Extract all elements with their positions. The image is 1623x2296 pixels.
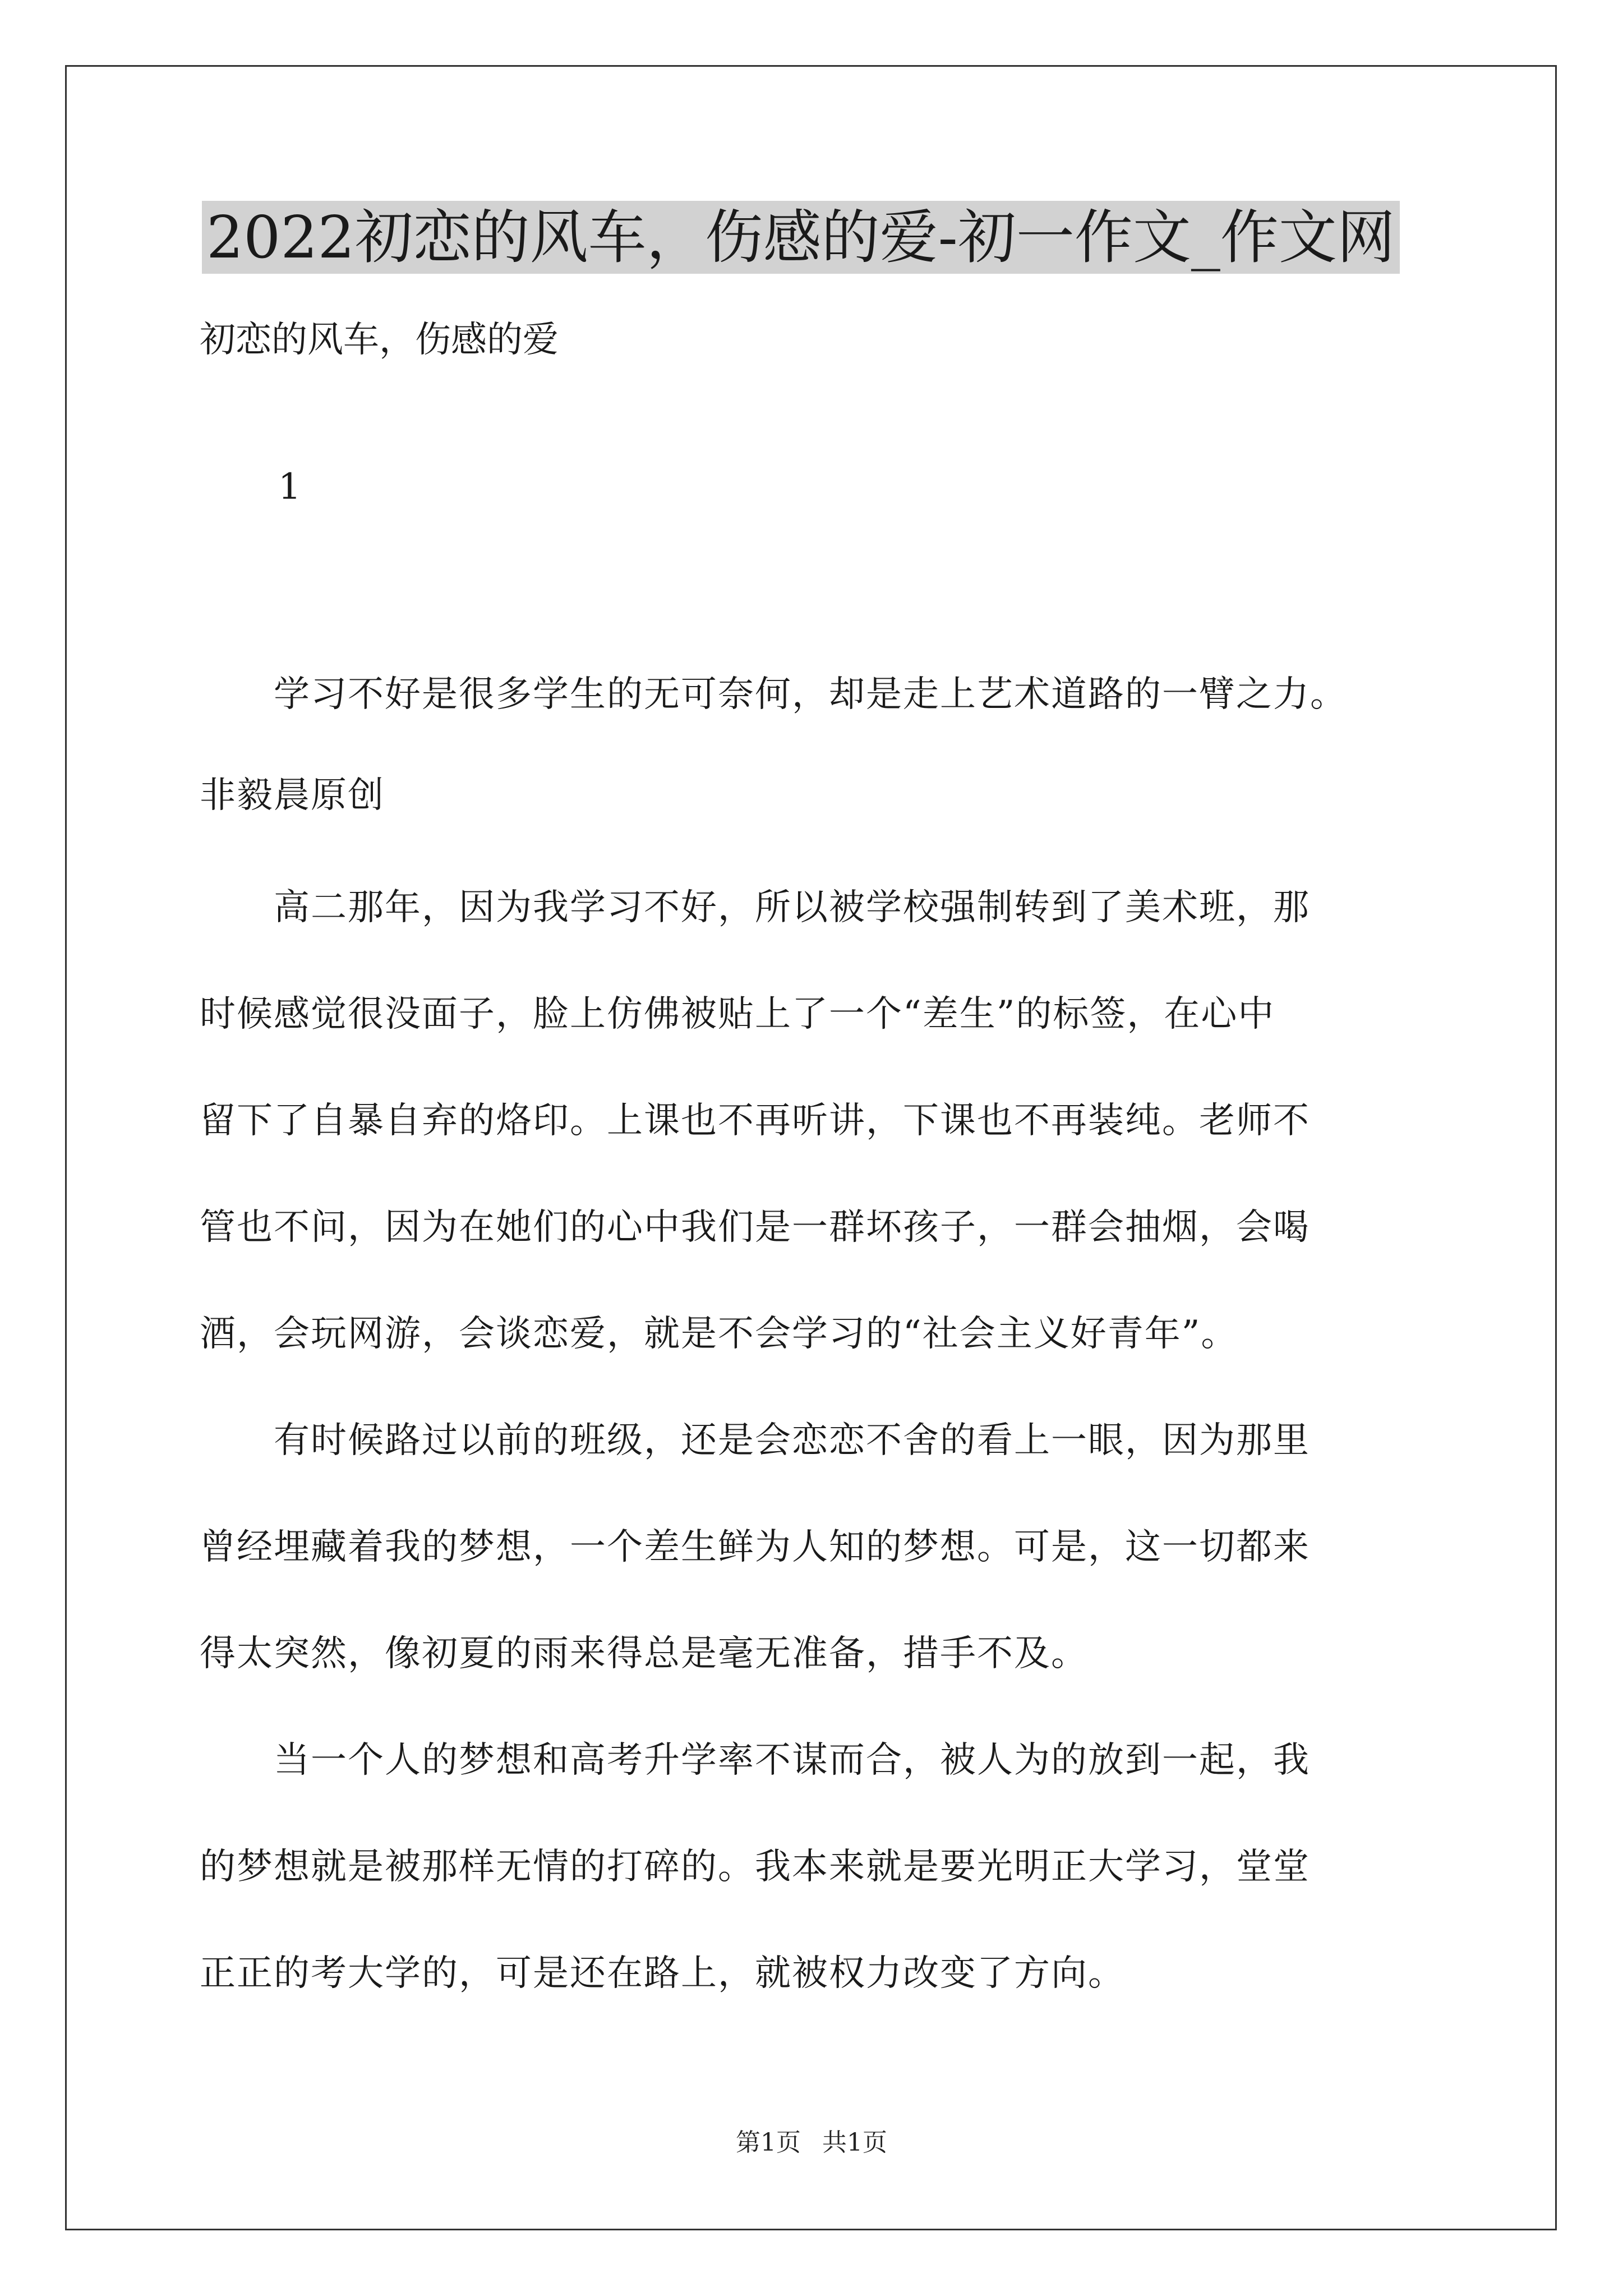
body-line: 留下了自暴自弃的烙印。上课也不再听讲，下课也不再装纯。老师不: [200, 1100, 1310, 1142]
body-line: 曾经埋藏着我的梦想，一个差生鲜为人知的梦想。可是，这一切都来: [200, 1526, 1310, 1568]
document-title: 2022初恋的风车，伤感的爱-初一作文_作文网: [202, 201, 1400, 274]
body-line: 正正的考大学的，可是还在路上，就被权力改变了方向。: [200, 1953, 1125, 1994]
page-footer: [0, 2126, 1623, 2160]
body-line: 的梦想就是被那样无情的打碎的。我本来就是要光明正大学习，堂堂: [200, 1846, 1310, 1888]
section-number: 1: [278, 466, 301, 508]
body-line: 非毅晨原创: [200, 775, 385, 816]
body-line: 当一个人的梦想和高考升学率不谋而合，被人为的放到一起，我: [200, 1740, 1310, 1781]
page-number: 第1页: [736, 2128, 801, 2157]
body-line: 高二那年，因为我学习不好，所以被学校强制转到了美术班，那: [200, 887, 1310, 928]
document-subtitle: 初恋的风车，伤感的爱: [200, 319, 559, 361]
body-line: 酒，会玩网游，会谈恋爱，就是不会学习的“社会主义好青年”。: [200, 1313, 1238, 1355]
body-line: 得太突然，像初夏的雨来得总是毫无准备，措手不及。: [200, 1633, 1088, 1674]
body-line: 时候感觉很没面子，脸上仿佛被贴上了一个“差生”的标签，在心中: [200, 993, 1275, 1035]
body-line: 有时候路过以前的班级，还是会恋恋不舍的看上一眼，因为那里: [200, 1420, 1310, 1461]
page-total: 共1页: [822, 2128, 887, 2157]
body-line: 管也不问，因为在她们的心中我们是一群坏孩子，一群会抽烟，会喝: [200, 1207, 1310, 1248]
body-line: 学习不好是很多学生的无可奈何，却是走上艺术道路的一臂之力。: [200, 674, 1347, 715]
